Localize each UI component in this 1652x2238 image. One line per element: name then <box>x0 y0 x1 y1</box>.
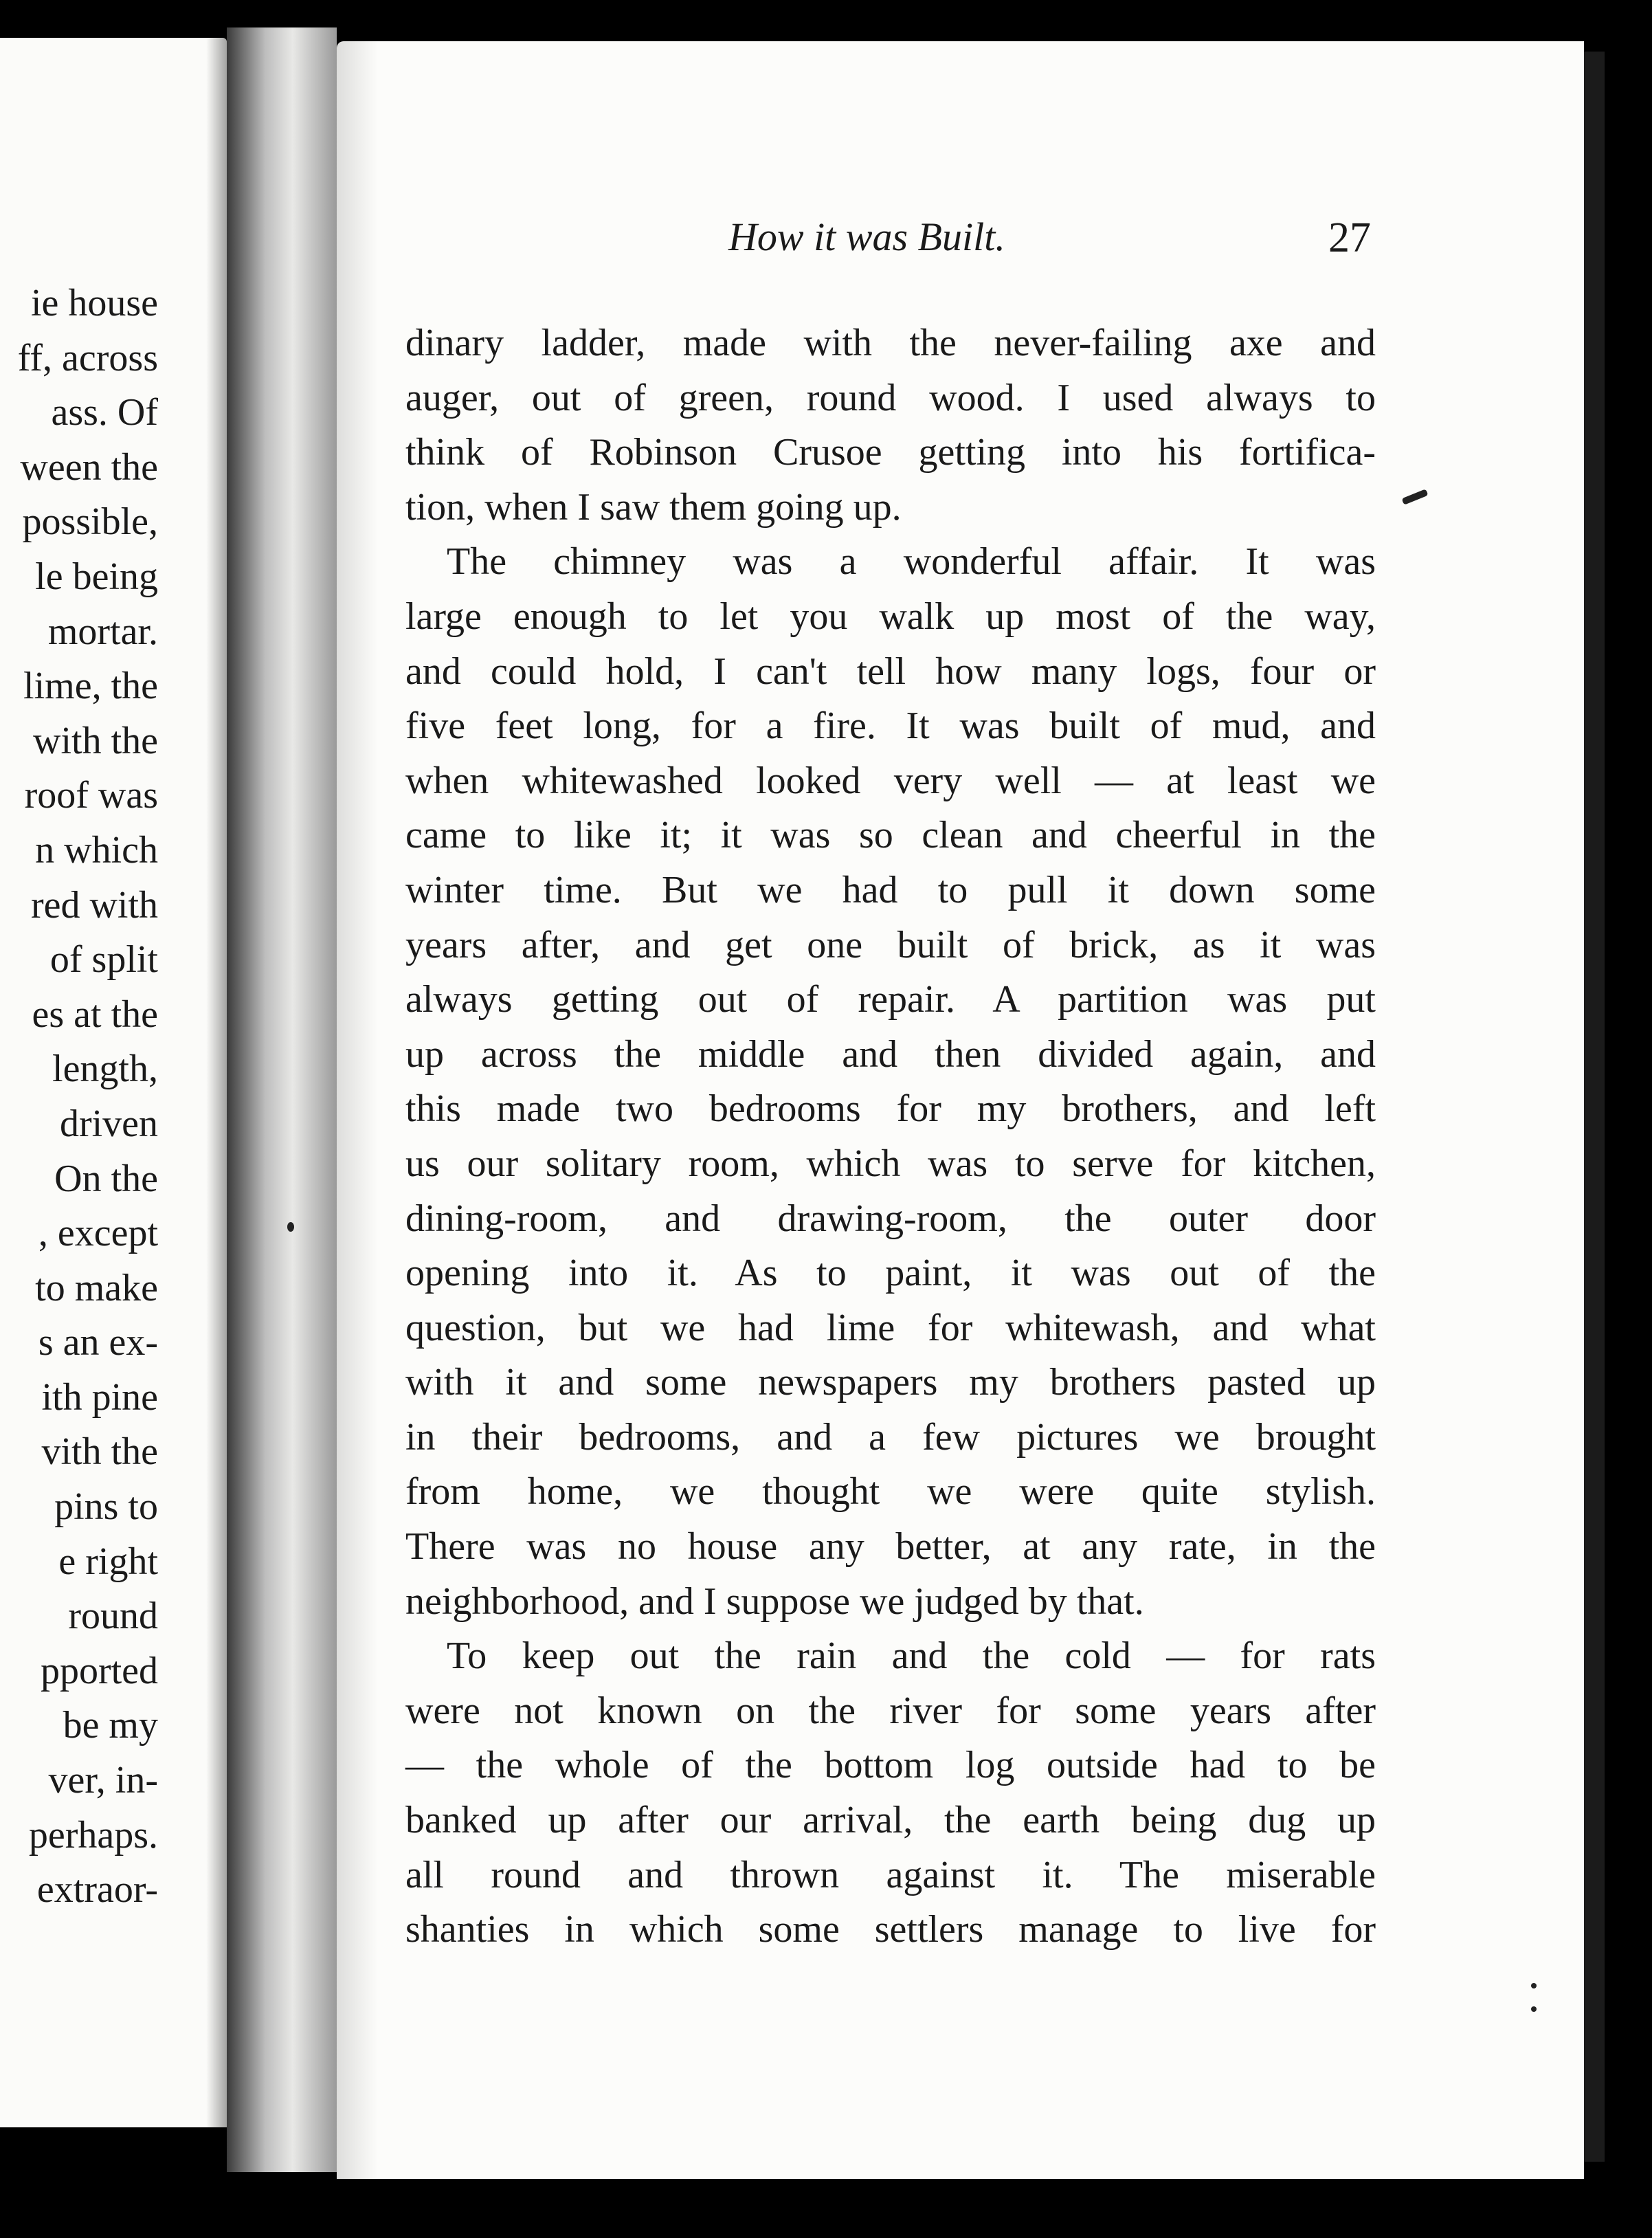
edge-specks <box>1531 1983 1538 2038</box>
left-page-line: perhaps. <box>28 1813 158 1857</box>
text-line: with it and some newspapers my brothers pasted up <box>405 1361 1376 1404</box>
left-page-line: mortar. <box>47 610 158 653</box>
text-line: shanties in which some settlers manage to live for <box>405 1908 1376 1951</box>
text-line: winter time. But we had to pull it down some <box>405 868 1376 911</box>
text-line: There was no house any better, at any rate, in the <box>405 1525 1376 1569</box>
left-page-line: be my <box>63 1704 158 1747</box>
text-line: were not known on the river for some years after <box>405 1689 1376 1732</box>
left-page-line: ff, across <box>17 336 158 379</box>
page-edge <box>1584 52 1605 2162</box>
left-page-line: with the <box>33 719 158 762</box>
text-line: question, but we had lime for whitewash, and what <box>405 1306 1376 1349</box>
left-page-line: length, <box>52 1048 158 1091</box>
text-line: think of Robinson Crusoe getting into his fortifica- <box>405 431 1376 474</box>
left-page-line: to make <box>35 1266 158 1309</box>
text-line: always getting out of repair. A partition was put <box>405 978 1376 1021</box>
left-page-line: ver, in- <box>48 1759 158 1802</box>
ink-speck <box>1531 2006 1537 2012</box>
page-header <box>337 210 1374 272</box>
text-line: tion, when I saw them going up. <box>405 485 902 529</box>
text-line: up across the middle and then divided again, and <box>405 1032 1376 1076</box>
left-page-line: e right <box>58 1540 158 1583</box>
text-line: auger, out of green, round wood. I used always to <box>405 376 1376 419</box>
text-line: banked up after our arrival, the earth being dug up <box>405 1799 1376 1842</box>
left-page-line: round <box>68 1595 158 1638</box>
text-line: this made two bedrooms for my brothers, and left <box>405 1087 1376 1131</box>
text-line: large enough to let you walk up most of the way, <box>405 595 1376 638</box>
text-line: years after, and get one built of brick, as it was <box>405 923 1376 966</box>
left-page-line: ween the <box>20 445 158 489</box>
left-page-line: vith the <box>41 1430 158 1474</box>
text-line: five feet long, for a fire. It was built of mud, and <box>405 705 1376 748</box>
text-line: came to like it; it was so clean and cheerful in the <box>405 814 1376 857</box>
left-page-line: n which <box>35 828 158 872</box>
ink-speck <box>287 1222 294 1232</box>
left-page-line: driven <box>59 1102 158 1145</box>
text-line: and could hold, I can't tell how many logs, four or <box>405 650 1376 693</box>
text-line: — the whole of the bottom log outside had to be <box>405 1744 1376 1787</box>
book-spine-gutter <box>227 27 337 2172</box>
left-page-line: red with <box>30 883 158 927</box>
left-page-line: , except <box>38 1212 158 1255</box>
left-page-line: ass. Of <box>51 391 158 434</box>
left-page-line: pins to <box>54 1485 158 1529</box>
text-line: us our solitary room, which was to serve for kitchen, <box>405 1142 1376 1185</box>
text-line: dining-room, and drawing-room, the outer door <box>405 1197 1376 1240</box>
left-page-line: extraor- <box>36 1868 158 1912</box>
text-line: neighborhood, and I suppose we judged by that. <box>405 1580 1144 1623</box>
text-line: dinary ladder, made with the never-failing axe and <box>405 322 1376 364</box>
page-number: 27 <box>1328 214 1371 261</box>
text-line: opening into it. As to paint, it was out of the <box>405 1252 1376 1295</box>
left-page-line: roof was <box>24 774 158 817</box>
left-page-line: s an ex- <box>38 1321 158 1364</box>
page-curve-shade <box>337 41 378 2179</box>
paragraph-start-line: To keep out the rain and the cold — for rats <box>447 1635 1376 1678</box>
paragraph-start-line: The chimney was a wonderful affair. It was <box>447 540 1376 584</box>
left-page-text <box>0 276 158 1918</box>
left-page-line: lime, the <box>23 665 158 708</box>
left-page-line: possible, <box>22 500 158 544</box>
left-page-line: On the <box>54 1157 158 1200</box>
left-page-line: of split <box>49 938 158 982</box>
left-page-line: ith pine <box>41 1375 158 1419</box>
text-line: when whitewashed looked very well — at least we <box>405 759 1376 802</box>
ink-speck <box>1531 1983 1537 1988</box>
text-line: in their bedrooms, and a few pictures we brought <box>405 1415 1376 1459</box>
left-page-line: es at the <box>32 993 158 1036</box>
left-page-line: ie house <box>30 282 158 324</box>
text-line: all round and thrown against it. The miserable <box>405 1853 1376 1896</box>
running-head: How it was Built. <box>728 214 1005 259</box>
left-page-line: pported <box>40 1649 158 1692</box>
body-text <box>405 316 1376 1958</box>
gutter-shadow <box>206 38 227 2127</box>
text-line: from home, we thought we were quite stylish. <box>405 1470 1376 1514</box>
left-page-line: le being <box>35 555 158 598</box>
